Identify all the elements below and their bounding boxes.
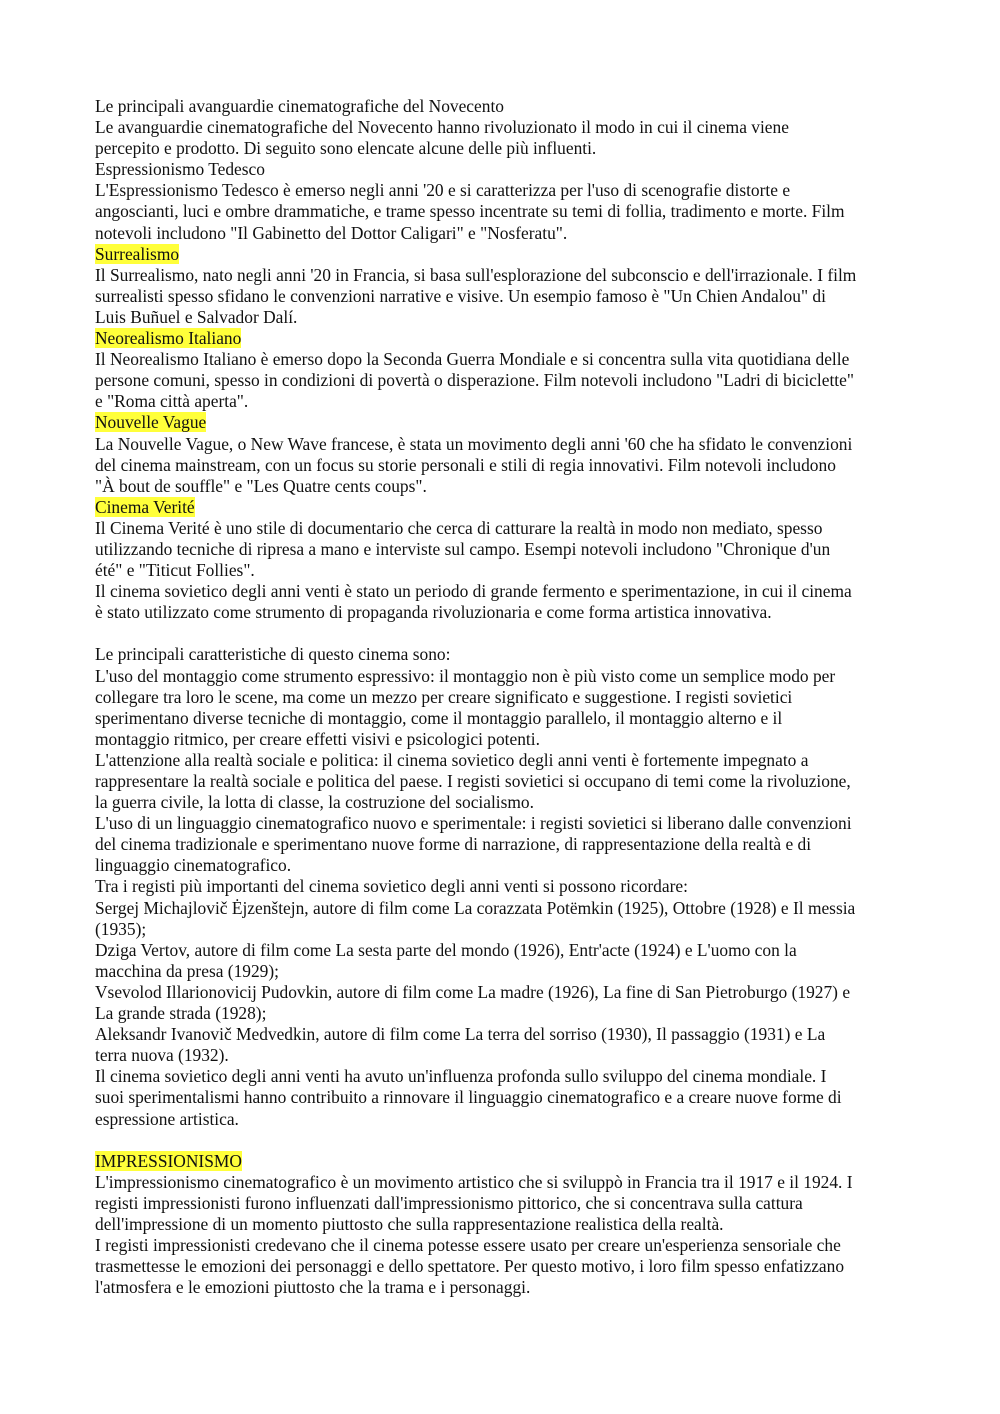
document-page [95,96,907,1298]
text-line: dell'impressione di un momento piuttosto che sulla rappresentazione realistica della realtà. [95,1213,724,1234]
paragraph-nouvelle-vague [95,434,907,497]
document-title: Le principali avanguardie cinematografiche del Novecento [95,96,504,116]
paragraph-impressionismo [95,1172,907,1235]
text-line: été" e "Titicut Follies". [95,560,255,581]
heading-cinema-verite: Cinema Verité [95,496,195,517]
text-line: del cinema mainstream, con un focus su storie personali e stili di regia innovativi. Film notevoli includono [95,454,836,475]
paragraph-montaggio [95,666,907,750]
director-eisenstein [95,898,907,940]
heading-impressionismo: IMPRESSIONISMO [95,1150,242,1171]
text-line: Vsevolod Illarionovicij Pudovkin, autore di film come La madre (1926), La fine di San Pietroburgo (1927) e [95,981,851,1002]
director-medvedkin [95,1024,907,1066]
paragraph-soviet-intro [95,581,907,623]
text-line: L'Espressionismo Tedesco è emerso negli anni '20 e si caratterizza per l'uso di scenografie distorte e [95,180,791,201]
paragraph-soviet-conclusion [95,1066,907,1129]
text-line: collegare tra loro le scene, ma come un mezzo per creare significato e suggestione. I registi sovietici [95,686,793,707]
text-line: trasmettesse le emozioni dei personaggi e dello spettatore. Per questo motivo, i loro film spesso enfatizzano [95,1256,845,1277]
text-line: Il cinema sovietico degli anni venti è stato un periodo di grande fermento e sperimentazione, in cui il cinema [95,581,852,602]
text-line: L'uso di un linguaggio cinematografico nuovo e sperimentale: i registi sovietici si liberano dalle convenzioni [95,813,852,834]
text-line: persone comuni, spesso in condizioni di povertà o disperazione. Film notevoli includono "Ladri di biciclette" [95,370,854,391]
soviet-features-intro: Le principali caratteristiche di questo cinema sono: [95,644,451,665]
director-vertov [95,940,907,982]
heading-nouvelle-vague: Nouvelle Vague [95,412,207,433]
text-line: Il Neorealismo Italiano è emerso dopo la Seconda Guerra Mondiale e si concentra sulla vita quotidiana delle [95,349,850,370]
text-line: la guerra civile, la lotta di classe, la costruzione del socialismo. [95,792,534,813]
text-line: rappresentare la realtà sociale e politica del paese. I registi sovietici si occupano di temi come la rivoluzione, [95,771,851,791]
paragraph-neorealismo [95,349,907,412]
text-line: è stato utilizzato come strumento di propaganda rivoluzionaria e come forma artistica innovativa. [95,602,772,623]
text-line: Il Cinema Verité è uno stile di documentario che cerca di catturare la realtà in modo non mediato, spesso [95,517,823,538]
text-line: Le avanguardie cinematografiche del Novecento hanno rivoluzionato il modo in cui il cinema viene [95,117,789,138]
text-line: angoscianti, luci e ombre drammatiche, e trame spesso incentrate su temi di follia, tradimento e morte. Film [95,201,845,222]
director-pudovkin [95,982,907,1024]
text-line: sperimentano diverse tecniche di montaggio, come il montaggio parallelo, il montaggio alterno e il [95,707,783,728]
heading-surrealismo: Surrealismo [95,243,180,264]
text-line: La Nouvelle Vague, o New Wave francese, è stata un movimento degli anni '60 che ha sfidato le convenzioni [95,433,853,454]
text-line: del cinema tradizionale e sperimentano nuove forme di narrazione, di rappresentazione della realtà e di [95,834,812,855]
paragraph-surrealismo [95,265,907,328]
text-line: (1935); [95,918,147,939]
text-line: I registi impressionisti credevano che il cinema potesse essere usato per creare un'esperienza sensoriale che [95,1235,841,1256]
text-line: Sergej Michajlovič Ėjzenštejn, autore di film come La corazzata Potëmkin (1925), Ottobre (1928) e Il messia [95,897,856,918]
paragraph-realta-sociale [95,750,907,813]
text-line: La grande strada (1928); [95,1003,267,1024]
heading-espressionismo: Espressionismo Tedesco [95,159,265,180]
text-line: linguaggio cinematografico. [95,855,292,876]
text-line: L'uso del montaggio come strumento espressivo: il montaggio non è più visto come un semplice modo per [95,665,836,686]
text-line: Dziga Vertov, autore di film come La sesta parte del mondo (1926), Entr'acte (1924) e L'uomo con la [95,939,797,960]
paragraph-cinema-verite [95,518,907,581]
blank-line [95,1130,907,1151]
text-line: suoi sperimentalismi hanno contribuito a rinnovare il linguaggio cinematografico e a creare nuove forme di [95,1087,842,1108]
text-line: percepito e prodotto. Di seguito sono elencate alcune delle più influenti. [95,138,597,159]
text-line: L'impressionismo cinematografico è un movimento artistico che si sviluppò in Francia tra il 1917 e il 1924. I [95,1171,853,1192]
text-line: registi impressionisti furono influenzati dall'impressionismo pittorico, che si concentrava sulla cattura [95,1192,803,1213]
text-line: l'atmosfera e le emozioni piuttosto che la trama e i personaggi. [95,1277,531,1298]
text-line: utilizzando tecniche di ripresa a mano e interviste sul campo. Esempi notevoli includono "Chronique d'un [95,538,831,559]
text-line: L'attenzione alla realtà sociale e politica: il cinema sovietico degli anni venti è fortemente impegnato a [95,749,809,770]
text-line: Aleksandr Ivanovič Medvedkin, autore di film come La terra del sorriso (1930), Il passaggio (1931) e La [95,1024,826,1045]
text-line: "À bout de souffle" e "Les Quatre cents coups". [95,475,427,496]
paragraph-impressionismo-2 [95,1235,907,1298]
text-line: notevoli includono "Il Gabinetto del Dottor Caligari" e "Nosferatu". [95,222,568,243]
blank-line [95,623,907,644]
directors-intro: Tra i registi più importanti del cinema sovietico degli anni venti si possono ricordare: [95,876,688,897]
intro-paragraph [95,117,907,159]
text-line: surrealisti spesso sfidano le convenzioni narrative e visive. Un esempio famoso è "Un Chien Andalou" di [95,285,826,306]
text-line: Il cinema sovietico degli anni venti ha avuto un'influenza profonda sullo sviluppo del cinema mondiale. I [95,1066,827,1087]
text-line: montaggio ritmico, per creare effetti visivi e psicologici potenti. [95,728,540,749]
text-line: e "Roma città aperta". [95,391,249,412]
paragraph-linguaggio [95,813,907,876]
text-line: macchina da presa (1929); [95,960,279,981]
text-line: terra nuova (1932). [95,1045,229,1066]
text-line: Luis Buñuel e Salvador Dalí. [95,306,298,327]
paragraph-espressionismo [95,180,907,243]
text-line: Il Surrealismo, nato negli anni '20 in Francia, si basa sull'esplorazione del subconscio e dell'irrazionale. I film [95,264,857,285]
text-line: espressione artistica. [95,1108,239,1129]
heading-neorealismo: Neorealismo Italiano [95,328,242,349]
